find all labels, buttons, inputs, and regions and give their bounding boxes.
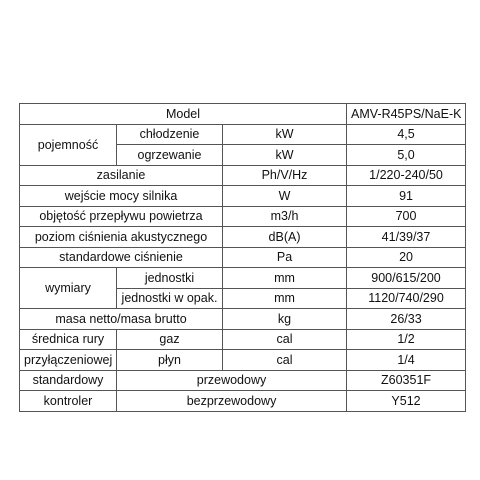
- table-row-controller-wireless: [20, 391, 466, 412]
- table-row-controller-wired: [20, 370, 466, 391]
- noise-label: poziom ciśnienia akustycznego: [20, 227, 223, 248]
- dimensions-label: wymiary: [20, 268, 117, 309]
- controller-label-line1: standardowy: [20, 370, 117, 391]
- model-value: AMV-R45PS/NaE-K: [347, 104, 466, 125]
- dimensions-package-unit: mm: [223, 288, 347, 309]
- weight-unit: kg: [223, 309, 347, 330]
- dimensions-unit-value: 900/615/200: [347, 268, 466, 289]
- heating-unit: kW: [223, 145, 347, 166]
- pressure-label: standardowe ciśnienie: [20, 247, 223, 268]
- cooling-value: 4,5: [347, 124, 466, 145]
- cooling-label: chłodzenie: [117, 124, 223, 145]
- weight-value: 26/33: [347, 309, 466, 330]
- noise-unit: dB(A): [223, 227, 347, 248]
- noise-value: 41/39/37: [347, 227, 466, 248]
- dimensions-package-value: 1120/740/290: [347, 288, 466, 309]
- dimensions-unit-label: jednostki: [117, 268, 223, 289]
- table-row-power-supply: [20, 165, 466, 186]
- airflow-label: objętość przepływu powietrza: [20, 206, 223, 227]
- power-supply-label: zasilanie: [20, 165, 223, 186]
- power-supply-unit: Ph/V/Hz: [223, 165, 347, 186]
- motor-power-unit: W: [223, 186, 347, 207]
- airflow-unit: m3/h: [223, 206, 347, 227]
- pipe-gas-value: 1/2: [347, 329, 466, 350]
- motor-power-value: 91: [347, 186, 466, 207]
- pipe-label-line1: średnica rury: [20, 329, 117, 350]
- dimensions-package-label: jednostki w opak.: [117, 288, 223, 309]
- controller-wired-value: Z60351F: [347, 370, 466, 391]
- table-row-pipe-gas: [20, 329, 466, 350]
- controller-label-line2: kontroler: [20, 391, 117, 412]
- pipe-liquid-value: 1/4: [347, 350, 466, 371]
- spec-table: [19, 103, 466, 412]
- model-label: Model: [20, 104, 347, 125]
- controller-wired-label: przewodowy: [117, 370, 347, 391]
- controller-wireless-value: Y512: [347, 391, 466, 412]
- dimensions-unit-unit: mm: [223, 268, 347, 289]
- controller-wireless-label: bezprzewodowy: [117, 391, 347, 412]
- pressure-unit: Pa: [223, 247, 347, 268]
- table-row-cooling: [20, 124, 466, 145]
- pressure-value: 20: [347, 247, 466, 268]
- heating-label: ogrzewanie: [117, 145, 223, 166]
- table-row-model: [20, 104, 466, 125]
- motor-power-label: wejście mocy silnika: [20, 186, 223, 207]
- table-row-pipe-liquid: [20, 350, 466, 371]
- table-row-noise: [20, 227, 466, 248]
- pipe-gas-unit: cal: [223, 329, 347, 350]
- airflow-value: 700: [347, 206, 466, 227]
- heating-value: 5,0: [347, 145, 466, 166]
- table-row-motor-power: [20, 186, 466, 207]
- pipe-liquid-label: płyn: [117, 350, 223, 371]
- capacity-label: pojemność: [20, 124, 117, 165]
- table-row-airflow: [20, 206, 466, 227]
- table-row-dimensions-unit: [20, 268, 466, 289]
- weight-label: masa netto/masa brutto: [20, 309, 223, 330]
- pipe-liquid-unit: cal: [223, 350, 347, 371]
- pipe-label-line2: przyłączeniowej: [20, 350, 117, 371]
- power-supply-value: 1/220-240/50: [347, 165, 466, 186]
- pipe-gas-label: gaz: [117, 329, 223, 350]
- cooling-unit: kW: [223, 124, 347, 145]
- table-row-pressure: [20, 247, 466, 268]
- table-row-weight: [20, 309, 466, 330]
